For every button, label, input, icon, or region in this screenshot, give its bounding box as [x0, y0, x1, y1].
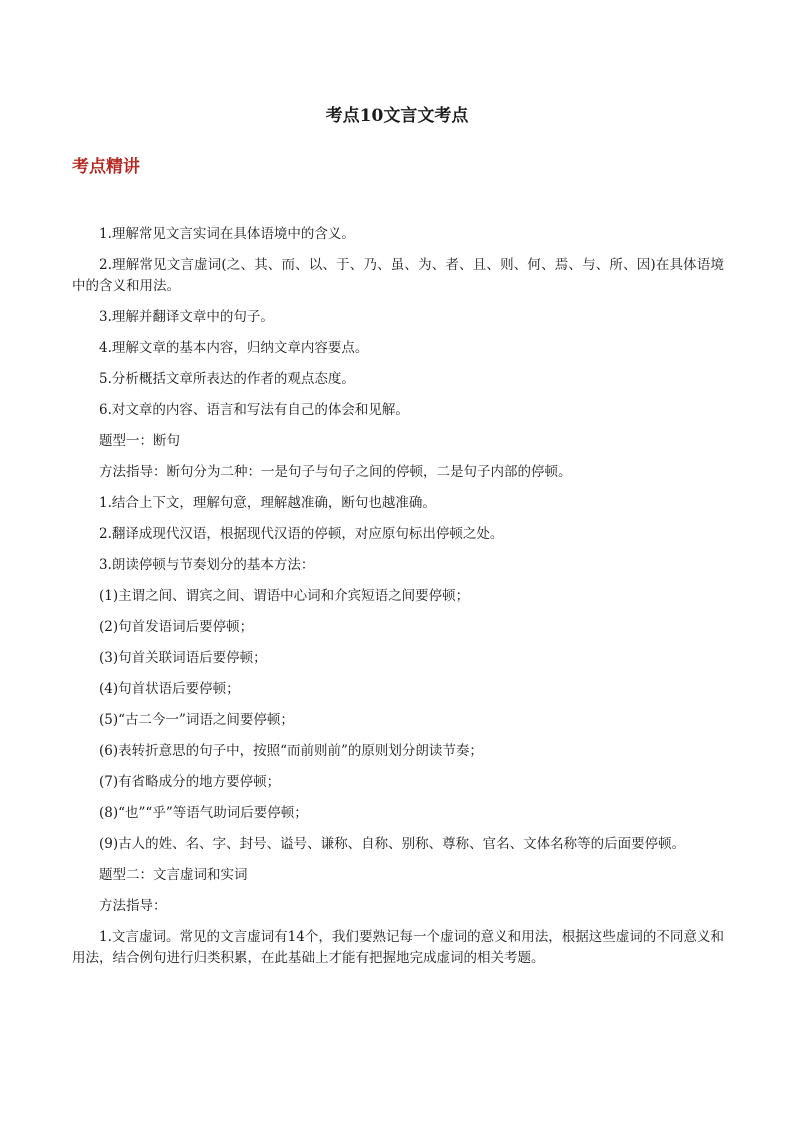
list-item-5: (5)“古二今一”词语之间要停顿； [99, 712, 294, 728]
method-guide-1: 方法指导：断句分为二种：一是句子与句子之间的停顿，二是句子内部的停顿。 [99, 464, 572, 480]
paragraph-11: 3.朗读停顿与节奏划分的基本方法： [99, 557, 315, 573]
list-item-7: (7)有省略成分的地方要停顿； [99, 774, 281, 790]
paragraph-3: 3.理解并翻译文章中的句子。 [99, 309, 274, 325]
list-item-1: (1)主谓之间、谓宾之间、谓语中心词和介宾短语之间要停顿； [99, 588, 470, 604]
body-text [72, 224, 724, 979]
list-item-3: (3)句首关联词语后要停顿； [99, 650, 267, 666]
paragraph-2: 2.理解常见文言虚词(之、其、而、以、于、乃、虽、为、者、且、则、何、焉、与、所、因)在具体语境中的含义和用法。 [72, 257, 724, 294]
section-heading: 考点精讲 [72, 157, 140, 177]
paragraph-6: 6.对文章的内容、语言和写法有自己的体会和见解。 [99, 402, 409, 418]
paragraph-1: 1.理解常见文言实词在具体语境中的含义。 [99, 226, 355, 242]
list-item-4: (4)句首状语后要停顿； [99, 681, 240, 697]
question-type-2-heading: 题型二：文言虚词和实词 [99, 867, 248, 883]
paragraph-9: 1.结合上下文，理解句意，理解越准确，断句也越准确。 [99, 495, 436, 511]
question-type-1-heading: 题型一：断句 [99, 433, 180, 449]
paragraph-4: 4.理解文章的基本内容，归纳文章内容要点。 [99, 340, 369, 356]
list-item-9: (9)古人的姓、名、字、封号、谥号、谦称、自称、别称、尊称、官名、文体名称等的后面要停顿。 [99, 836, 686, 852]
list-item-8: (8)“也”“乎”等语气助词后要停顿； [99, 805, 308, 821]
list-item-2: (2)句首发语词后要停顿； [99, 619, 254, 635]
paragraph-10: 2.翻译成现代汉语，根据现代汉语的停顿，对应原句标出停顿之处。 [99, 526, 504, 542]
paragraph-23: 1.文言虚词。常见的文言虚词有14个，我们要熟记每一个虚词的意义和用法，根据这些虚词的不同意义和用法，结合例句进行归类积累，在此基础上才能有把握地完成虚词的相关考题。 [72, 929, 724, 966]
paragraph-5: 5.分析概括文章所表达的作者的观点态度。 [99, 371, 355, 387]
page-title: 考点10文言文考点 [325, 106, 469, 126]
method-guide-2: 方法指导： [99, 898, 167, 914]
list-item-6: (6)表转折意思的句子中，按照“而前则前”的原则划分朗读节奏； [99, 743, 483, 759]
